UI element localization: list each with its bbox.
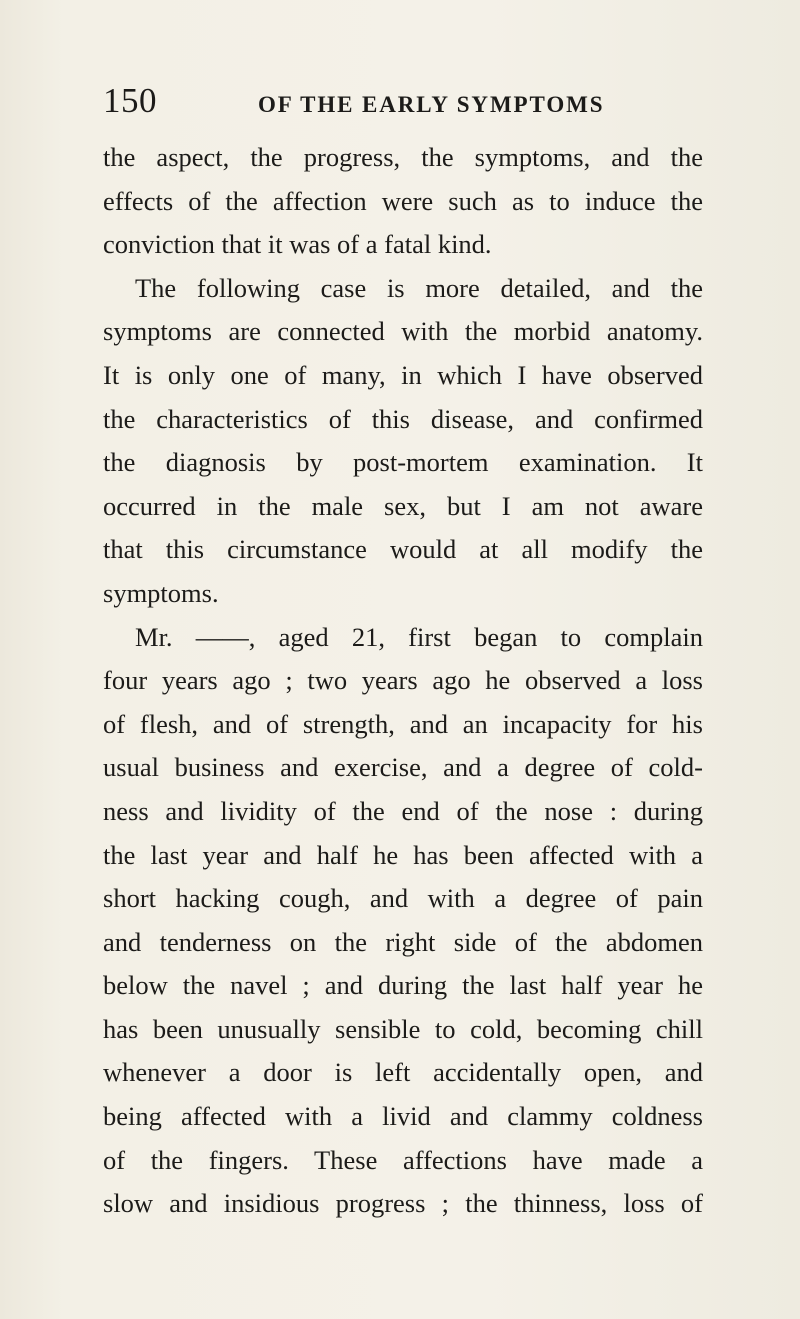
text-line: The following case is more detailed, and the [135,272,703,303]
text-line: symptoms. [103,577,219,608]
page-number: 150 [103,81,157,120]
text-line: symptoms are connected with the morbid anatomy. [103,316,703,347]
text-line: occurred in the male sex, but I am not aware [103,490,703,521]
text-line: the diagnosis by post-mortem examination. It [103,447,703,478]
text-line: below the navel ; and during the last half year he [103,970,703,1001]
text-line: Mr. ——, aged 21, first began to complain [135,621,703,652]
text-line: that this circumstance would at all modify the [103,534,703,565]
text-line: four years ago ; two years ago he observed a loss [103,665,703,696]
text-line: It is only one of many, in which I have observed [103,359,703,390]
text-line: being affected with a livid and clammy coldness [103,1101,703,1132]
page-header [103,76,703,126]
text-line: has been unusually sensible to cold, becoming chill [103,1013,703,1044]
text-line: slow and insidious progress ; the thinness, loss of [103,1188,703,1219]
text-line: whenever a door is left accidentally open, and [103,1057,703,1088]
text-line: of the fingers. These affections have made a [103,1144,703,1175]
text-line: of flesh, and of strength, and an incapacity for his [103,708,703,739]
text-line: usual business and exercise, and a degree of cold- [103,752,703,783]
text-line: the aspect, the progress, the symptoms, and the [103,142,703,172]
body-text [103,136,703,1286]
text-line: short hacking cough, and with a degree of pain [103,883,703,914]
text-line: conviction that it was of a fatal kind. [103,229,492,260]
text-line: ness and lividity of the end of the nose : during [103,795,703,826]
text-line: the characteristics of this disease, and confirmed [103,403,703,434]
text-line: and tenderness on the right side of the abdomen [103,926,703,957]
text-line: the last year and half he has been affected with a [103,839,703,870]
running-head: OF THE EARLY SYMPTOMS [258,92,605,117]
text-line: effects of the affection were such as to induce the [103,185,703,216]
